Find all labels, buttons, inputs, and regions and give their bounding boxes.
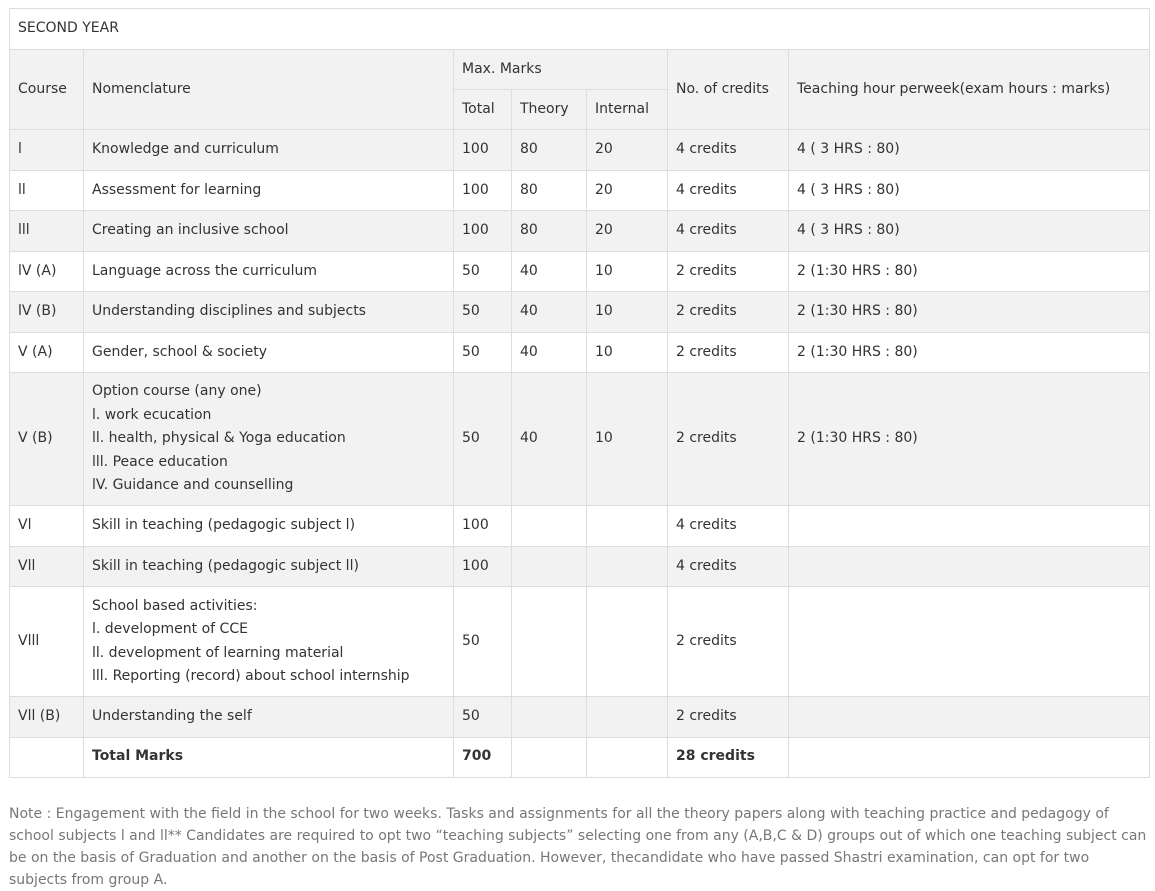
nomenclature-line: Skill in teaching (pedagogic subject l) xyxy=(92,517,356,533)
cell-credits: 4 credits xyxy=(668,506,789,547)
cell-credits: 4 credits xyxy=(668,130,789,171)
cell-internal: 10 xyxy=(587,373,668,506)
cell-course: Vll (B) xyxy=(10,697,84,738)
cell-total: 100 xyxy=(454,170,512,211)
nomenclature-line: lV. Guidance and counselling xyxy=(92,477,294,494)
cell-teaching-hours xyxy=(789,587,1150,697)
cell-theory: 80 xyxy=(512,170,587,211)
total-empty-cell xyxy=(10,737,84,777)
cell-course: ll xyxy=(10,170,84,211)
cell-teaching-hours xyxy=(789,506,1150,547)
cell-credits: 2 credits xyxy=(668,292,789,333)
nomenclature-line: l. development of CCE xyxy=(92,621,248,637)
table-row xyxy=(10,587,1150,697)
cell-course: Vl xyxy=(10,506,84,547)
header-credits: No. of credits xyxy=(668,50,789,130)
course-table-container xyxy=(9,8,1149,778)
cell-teaching-hours: 2 (1:30 HRS : 80) xyxy=(789,373,1150,506)
cell-total: 100 xyxy=(454,130,512,171)
table-title: SECOND YEAR xyxy=(10,9,1150,50)
cell-theory: 40 xyxy=(512,332,587,373)
table-row xyxy=(10,130,1150,171)
cell-nomenclature xyxy=(84,211,454,252)
nomenclature-line: Understanding disciplines and subjects xyxy=(92,303,366,319)
cell-internal: 20 xyxy=(587,211,668,252)
cell-internal: 10 xyxy=(587,251,668,292)
total-label: Total Marks xyxy=(84,737,454,777)
header-max-marks: Max. Marks xyxy=(454,50,668,90)
cell-internal: 20 xyxy=(587,170,668,211)
cell-teaching-hours: 4 ( 3 HRS : 80) xyxy=(789,211,1150,252)
cell-internal xyxy=(587,587,668,697)
nomenclature-line: Assessment for learning xyxy=(92,181,262,198)
cell-total: 50 xyxy=(454,587,512,697)
cell-credits: 2 credits xyxy=(668,332,789,373)
table-row xyxy=(10,332,1150,373)
cell-teaching-hours: 4 ( 3 HRS : 80) xyxy=(789,130,1150,171)
cell-theory: 40 xyxy=(512,373,587,506)
total-marks: 700 xyxy=(454,737,512,777)
nomenclature-line: ll. development of learning material xyxy=(92,644,344,661)
cell-nomenclature xyxy=(84,697,454,738)
cell-nomenclature xyxy=(84,332,454,373)
cell-theory: 40 xyxy=(512,292,587,333)
header-internal: Internal xyxy=(587,90,668,130)
header-row xyxy=(10,50,1150,90)
cell-total: 50 xyxy=(454,697,512,738)
nomenclature-line: lll. Peace education xyxy=(92,453,228,470)
cell-course: V (A) xyxy=(10,332,84,373)
cell-teaching-hours xyxy=(789,697,1150,738)
total-teaching-empty xyxy=(789,737,1150,777)
cell-credits: 2 credits xyxy=(668,697,789,738)
total-theory-empty xyxy=(512,737,587,777)
nomenclature-line: Skill in teaching (pedagogic subject ll) xyxy=(92,557,359,574)
cell-teaching-hours: 2 (1:30 HRS : 80) xyxy=(789,251,1150,292)
nomenclature-line: Language across the curriculum xyxy=(92,262,317,279)
cell-course: lV (B) xyxy=(10,292,84,333)
table-row xyxy=(10,211,1150,252)
cell-course: Vlll xyxy=(10,587,84,697)
cell-total: 50 xyxy=(454,373,512,506)
cell-internal xyxy=(587,546,668,587)
cell-credits: 2 credits xyxy=(668,251,789,292)
nomenclature-line: Knowledge and curriculum xyxy=(92,141,279,157)
cell-course: lV (A) xyxy=(10,251,84,292)
header-course: Course xyxy=(10,50,84,130)
total-credits: 28 credits xyxy=(668,737,789,777)
table-title-row xyxy=(10,9,1150,50)
nomenclature-line: Creating an inclusive school xyxy=(92,222,289,238)
nomenclature-line: l. work ecucation xyxy=(92,406,212,423)
cell-total: 50 xyxy=(454,332,512,373)
cell-internal: 20 xyxy=(587,130,668,171)
course-table xyxy=(9,8,1150,778)
nomenclature-line: School based activities: xyxy=(92,597,258,614)
table-row xyxy=(10,251,1150,292)
cell-total: 100 xyxy=(454,546,512,587)
cell-course: Vll xyxy=(10,546,84,587)
footnote: Note : Engagement with the field in the school for two weeks. Tasks and assignments for all the theory papers along with teaching practice and pedagogy of school subjects l and ll** Candidates are required to opt two “teaching subjects” selecting one from any (A,B,C & D) groups out of which one teaching subject can be on the basis of Graduation and another on the basis of Post Graduation. However, thecandidate who have passed Shastri examination, can opt for two subjects from group A. xyxy=(9,806,1147,888)
cell-teaching-hours: 4 ( 3 HRS : 80) xyxy=(789,170,1150,211)
nomenclature-line: Option course (any one) xyxy=(92,383,262,400)
header-teaching-hours: Teaching hour perweek(exam hours : marks) xyxy=(789,50,1150,130)
cell-course: V (B) xyxy=(10,373,84,506)
total-internal-empty xyxy=(587,737,668,777)
cell-total: 50 xyxy=(454,292,512,333)
cell-internal xyxy=(587,697,668,738)
cell-course: l xyxy=(10,130,84,171)
cell-internal xyxy=(587,506,668,547)
table-row xyxy=(10,546,1150,587)
cell-theory xyxy=(512,587,587,697)
cell-theory: 80 xyxy=(512,130,587,171)
header-nomenclature: Nomenclature xyxy=(84,50,454,130)
cell-total: 50 xyxy=(454,251,512,292)
cell-teaching-hours xyxy=(789,546,1150,587)
cell-teaching-hours: 2 (1:30 HRS : 80) xyxy=(789,332,1150,373)
cell-theory xyxy=(512,546,587,587)
cell-theory xyxy=(512,697,587,738)
cell-nomenclature xyxy=(84,292,454,333)
header-total: Total xyxy=(454,90,512,130)
cell-nomenclature xyxy=(84,587,454,697)
cell-teaching-hours: 2 (1:30 HRS : 80) xyxy=(789,292,1150,333)
table-row xyxy=(10,506,1150,547)
nomenclature-line: Gender, school & society xyxy=(92,343,268,360)
nomenclature-line: Understanding the self xyxy=(92,708,252,724)
cell-credits: 2 credits xyxy=(668,587,789,697)
cell-theory xyxy=(512,506,587,547)
nomenclature-line: ll. health, physical & Yoga education xyxy=(92,430,346,447)
cell-credits: 4 credits xyxy=(668,211,789,252)
header-theory: Theory xyxy=(512,90,587,130)
cell-theory: 40 xyxy=(512,251,587,292)
nomenclature-line: lll. Reporting (record) about school internship xyxy=(92,668,410,684)
cell-credits: 4 credits xyxy=(668,546,789,587)
table-row xyxy=(10,373,1150,506)
table-row xyxy=(10,697,1150,738)
cell-credits: 4 credits xyxy=(668,170,789,211)
cell-credits: 2 credits xyxy=(668,373,789,506)
cell-nomenclature xyxy=(84,130,454,171)
cell-nomenclature xyxy=(84,373,454,506)
table-row xyxy=(10,292,1150,333)
cell-nomenclature xyxy=(84,546,454,587)
cell-internal: 10 xyxy=(587,332,668,373)
cell-nomenclature xyxy=(84,251,454,292)
cell-nomenclature xyxy=(84,170,454,211)
cell-nomenclature xyxy=(84,506,454,547)
cell-theory: 80 xyxy=(512,211,587,252)
total-row xyxy=(10,737,1150,777)
cell-total: 100 xyxy=(454,211,512,252)
cell-total: 100 xyxy=(454,506,512,547)
cell-course: lll xyxy=(10,211,84,252)
table-row xyxy=(10,170,1150,211)
cell-internal: 10 xyxy=(587,292,668,333)
